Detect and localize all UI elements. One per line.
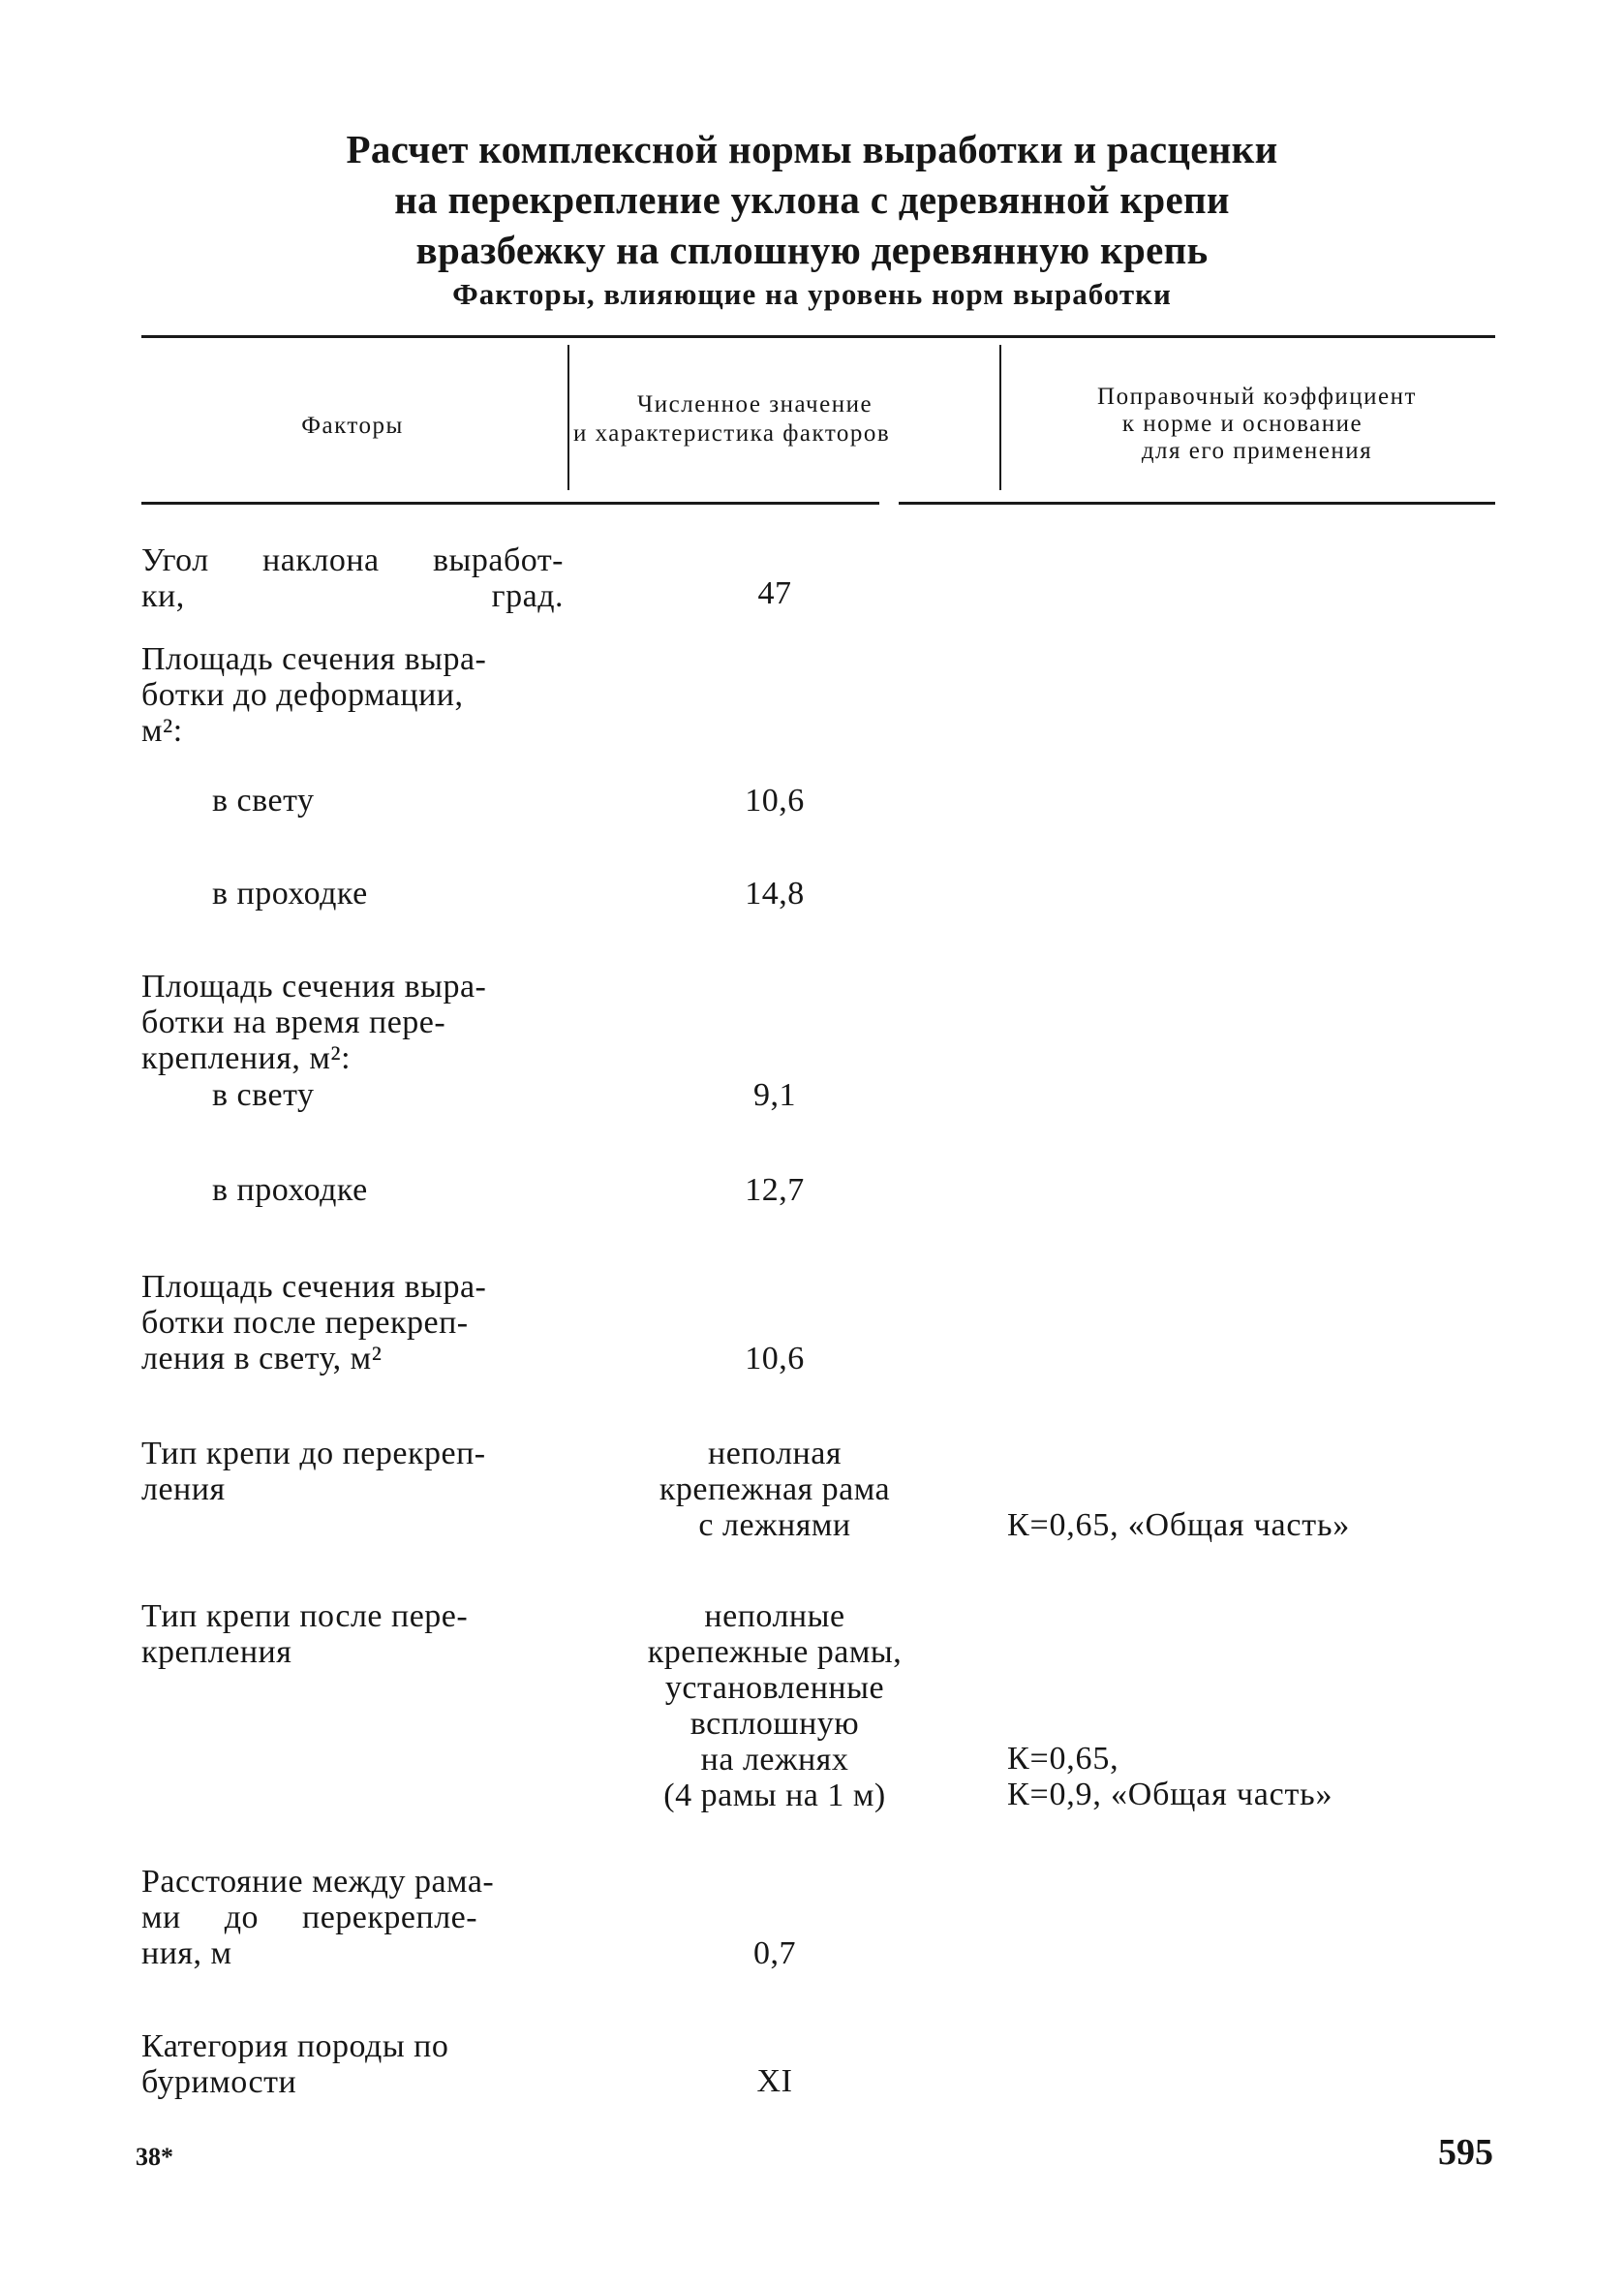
- page-number: 595: [1438, 2132, 1493, 2173]
- value-frame-spacing: 0,7: [753, 1935, 796, 1971]
- header-divider-1: [567, 345, 569, 490]
- header-factors: Факторы: [301, 413, 404, 439]
- header-divider-2: [999, 345, 1001, 490]
- value-during-clear: 9,1: [753, 1077, 796, 1113]
- value-before-excavation: 14,8: [745, 876, 805, 912]
- factor-section-before-deformation: Площадь сечения выра- ботки до деформации, м²:: [141, 641, 487, 749]
- value-line: установленные: [664, 1670, 885, 1706]
- value-support-before: [586, 1436, 964, 1543]
- page-title: [0, 124, 1624, 275]
- value-line: неполная: [708, 1436, 842, 1471]
- factor-frame-spacing: Расстояние между рама- ми до перекрепле- ния, м: [141, 1864, 495, 1971]
- factor-support-after: Тип крепи после пере- крепления: [141, 1598, 469, 1670]
- value-line: всплошную: [689, 1706, 860, 1742]
- coef-support-after: [1007, 1741, 1511, 1812]
- header-bottom-rule-left: [141, 502, 879, 505]
- factor-angle: Угол наклона выработ- ки, град.: [141, 542, 564, 614]
- value-rock-category: XI: [756, 2063, 793, 2099]
- value-support-after: [586, 1598, 964, 1813]
- factor-support-before: Тип крепи до перекреп- ления: [141, 1436, 486, 1507]
- coef-line: К=0,9, «Общая часть»: [1007, 1777, 1333, 1812]
- value-section-after-retimbering: 10,6: [745, 1341, 805, 1376]
- header-bottom-rule-right: [899, 502, 1495, 505]
- coef-support-before: К=0,65, «Общая часть»: [1007, 1507, 1351, 1543]
- title-line-1: Расчет комплексной нормы выработки и расценки: [346, 127, 1278, 171]
- header-coef-line-2: к норме и основание: [1121, 411, 1364, 437]
- value-before-clear: 10,6: [745, 783, 805, 819]
- factor-before-clear: в свету: [212, 783, 315, 819]
- value-line: крепежные рамы,: [647, 1634, 903, 1670]
- factor-during-excavation: в проходке: [212, 1172, 368, 1208]
- title-line-3: вразбежку на сплошную деревянную крепь: [415, 228, 1209, 272]
- table-top-rule: [141, 335, 1495, 338]
- header-coef-line-3: для его применения: [1141, 438, 1373, 464]
- signature-mark: 38*: [136, 2143, 173, 2171]
- header-value-line-1: Численное значение: [637, 391, 873, 417]
- factor-during-clear: в свету: [212, 1077, 315, 1113]
- value-line: крепежная рама: [659, 1471, 891, 1507]
- table-subtitle: Факторы, влияющие на уровень норм выработки: [452, 277, 1172, 311]
- factor-section-during-retimbering: Площадь сечения выра- ботки на время пере- крепления, м²:: [141, 969, 487, 1076]
- factor-section-after-retimbering: Площадь сечения выра- ботки после перекреп- ления в свету, м²: [141, 1269, 487, 1376]
- factor-before-excavation: в проходке: [212, 876, 368, 912]
- value-line: неполные: [704, 1598, 845, 1634]
- header-value-line-2: и характеристика факторов: [573, 420, 891, 447]
- value-line: на лежнях: [700, 1742, 849, 1778]
- title-line-2: на перекрепление уклона с деревянной крепи: [394, 177, 1230, 222]
- value-line: (4 рамы на 1 м): [663, 1778, 886, 1813]
- coef-line: К=0,65,: [1007, 1741, 1119, 1777]
- factor-rock-category: Категория породы по буримости: [141, 2028, 449, 2100]
- value-angle: 47: [757, 575, 792, 611]
- value-line: с лежнями: [698, 1507, 851, 1543]
- value-during-excavation: 12,7: [745, 1172, 805, 1208]
- header-coef-line-1: Поправочный коэффициент: [1097, 384, 1417, 410]
